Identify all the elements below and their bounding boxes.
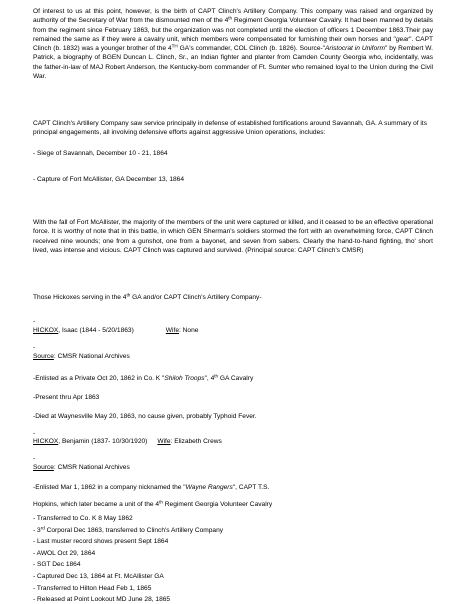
isaac-wife-label: Wife xyxy=(165,327,179,334)
separator-dash: - xyxy=(33,344,36,351)
separator-dash: - xyxy=(33,430,36,437)
intro-book-title: Aristocrat in Uniform xyxy=(325,45,385,53)
benjamin-record: - Transferred to Hilton Head Feb 1, 1865 xyxy=(33,584,152,592)
intro-text-3: ". CAPT Clinch (b. 1832) was a younger brother of the 4 xyxy=(33,35,433,53)
benjamin-enlistment xyxy=(33,483,269,492)
benjamin-corporal-text-1: - 3 xyxy=(33,526,41,534)
benjamin-record: - Captured Dec 13, 1864 at Ft. McAllister GA xyxy=(33,573,164,580)
benjamin-enlist-text-2: ", CAPT T.S. xyxy=(232,484,270,491)
isaac-enlist-text-1: -Enlisted as a Private Oct 20, 1862 in Co. K " xyxy=(33,375,165,382)
isaac-enlist-text-2: ", 4 xyxy=(204,375,215,382)
benjamin-corporal-superscript: rd xyxy=(40,525,45,530)
separator-dash: - xyxy=(33,455,36,462)
benjamin-rangers-italic: Wayne Rangers xyxy=(185,484,233,491)
isaac-source-value: : CMSR National Archives xyxy=(53,353,130,360)
isaac-died: -Died at Waynesville May 20, 1863, no cause given, probably Typhoid Fever. xyxy=(33,413,257,420)
benjamin-hopkins-superscript: th xyxy=(159,499,163,505)
benjamin-record: - Last muster record shows present Sept 1864 xyxy=(33,538,169,546)
intro-paragraph xyxy=(33,7,433,81)
benjamin-corporal-text-2: Corporal Dec 1863, transferred to Clinch's Artillery Company xyxy=(44,526,224,534)
benjamin-source-label: Source xyxy=(33,464,54,471)
isaac-source-label: Source xyxy=(33,353,54,360)
intro-text-5: " by Rembert W. Patrick, a biography of BGEN Duncan L. Clinch, Sr., an Indian fighter and planter from Camden County Georgia who, incidentally, was the father-in-law of MAJ Robert Anderson, the Kentucky-born commander of Ft. Sumter who remained loyal to the Union during the Civil War. xyxy=(33,45,433,81)
benjamin-source-value: : CMSR National Archives xyxy=(53,464,130,471)
isaac-entry-header xyxy=(33,326,198,335)
benjamin-record: - SGT Dec 1864 xyxy=(33,561,81,569)
separator-dash: - xyxy=(33,318,36,325)
intro-gear-italic: gear xyxy=(395,35,410,43)
engagement-item: - Capture of Fort McAllister, GA December 13, 1864 xyxy=(33,176,184,183)
benjamin-hopkins-text-1: Hopkins, which later became a unit of the 4 xyxy=(33,501,160,508)
hickoxes-text-2: GA and/or CAPT Clinch's Artillery Company- xyxy=(130,294,262,301)
intro-text-4: GA's commander, COL Clinch (b. 1826). Source-" xyxy=(177,45,326,53)
isaac-surname: HICKOX xyxy=(33,327,59,334)
benjamin-entry-header xyxy=(33,437,222,446)
isaac-present: -Present thru Apr 1863 xyxy=(33,394,100,401)
isaac-enlist-superscript: th xyxy=(214,373,219,379)
intro-superscript-1: th xyxy=(228,15,233,21)
benjamin-surname: HICKOX xyxy=(33,438,59,445)
hickoxes-heading xyxy=(33,293,262,302)
benjamin-name: , Benjamin (1837- 10/30/1920) xyxy=(58,438,148,445)
benjamin-enlist-text-1: -Enlisted Mar 1, 1862 in a company nicknamed the " xyxy=(33,484,186,491)
isaac-troops-italic: Shiloh Troops xyxy=(164,375,205,382)
service-summary-paragraph: CAPT Clinch's Artillery Company saw service principally in defense of established fortifications around Savannah, GA. A summary of its principal engagements, all involving defensive efforts against aggressive Union operations, includes: xyxy=(33,120,428,137)
isaac-enlistment xyxy=(33,374,253,383)
hickoxes-superscript: th xyxy=(126,292,131,298)
benjamin-corporal-record xyxy=(33,526,223,535)
isaac-enlist-text-3: GA Cavalry xyxy=(218,375,254,382)
benjamin-wife-label: Wife xyxy=(157,438,171,445)
intro-superscript-2: TH xyxy=(171,43,178,49)
isaac-wife-value: : None xyxy=(178,327,199,334)
benjamin-record: - Released at Point Lookout MD June 28, 1865 xyxy=(33,596,171,604)
benjamin-hopkins xyxy=(33,500,272,509)
benjamin-record: - AWOL Oct 29, 1864 xyxy=(33,549,96,557)
intro-text-1: Of interest to us at this point, however, is the birth of CAPT Clinch's Artillery Company. This company was raised and organized by authority of the Secretary of War from the dismounted men of the 4 xyxy=(33,8,433,25)
fort-mcallister-paragraph: With the fall of Fort McAllister, the majority of the members of the unit were captured or killed, and it ceased to be an effective operational force. It is worthy of note that in this battle, in which GEN Sherman's soldiers stormed the fort with an overwhelming force, CAPT Clinch received nine wounds; one from a gunshot, one from a bayonet, and seven from sabers. Clearly the hand-to-hand fighting, tho' short lived, was intense and vicious. CAPT Clinch was captured and survived. (Principal source: CAPT Clinch's CMSR) xyxy=(33,219,433,254)
isaac-source xyxy=(33,352,130,361)
benjamin-record: - Transferred to Co. K 8 May 1862 xyxy=(33,515,133,522)
benjamin-wife-value: : Elizabeth Crews xyxy=(170,438,222,445)
hickoxes-text-1: Those Hickoxes serving in the 4 xyxy=(33,294,127,301)
benjamin-source xyxy=(33,463,130,472)
benjamin-hopkins-text-2: Regiment Georgia Volunteer Cavalry xyxy=(162,501,273,508)
intro-text-2: Regiment Georgia Volunteer Cavalry. It had been manned by details from the regiment since February 1863, but the organization was not completed until the election of officers 1 December 1863.Their pay remained the same as if they were a cavalry unit, which members were compensated for furnishing their own horses and " xyxy=(33,17,433,43)
isaac-name: , Isaac (1844 - 5/20/1863) xyxy=(58,327,134,334)
engagement-item: - Siege of Savannah, December 10 - 21, 1864 xyxy=(33,150,168,157)
